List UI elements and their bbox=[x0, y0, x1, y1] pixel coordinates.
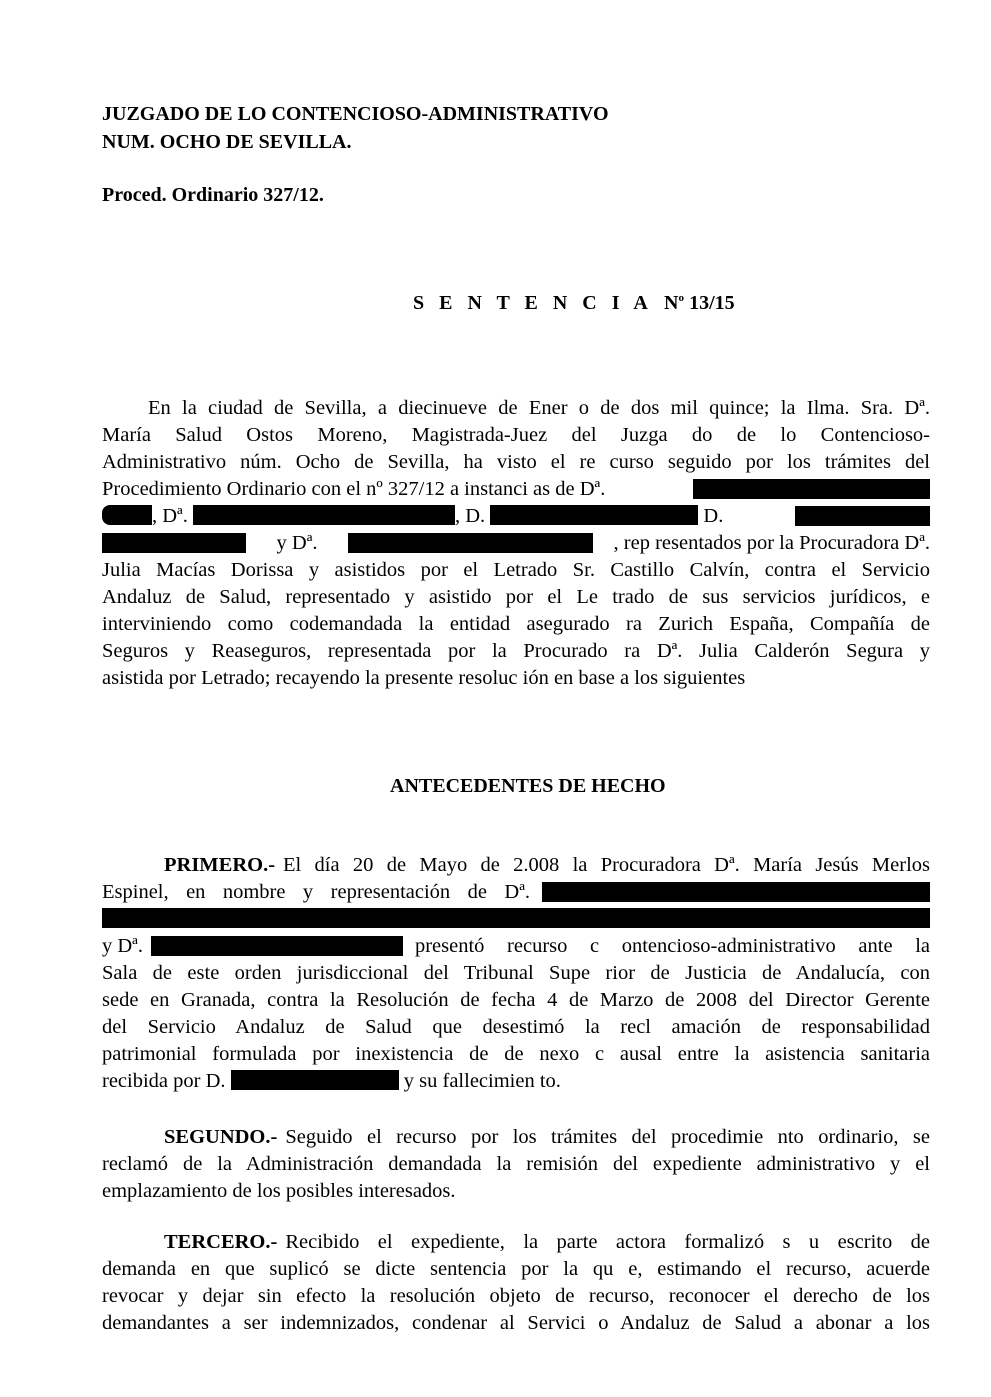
redaction-box bbox=[490, 505, 698, 525]
primero-line-2-text: Espinel, en nombre y representación de Dª. bbox=[102, 881, 530, 903]
intro-line-4-text: Procedimiento Ordinario con el nº 327/12 a instanci as de Dª. bbox=[102, 478, 606, 500]
redaction-box bbox=[542, 882, 930, 902]
segundo-line-2: reclamó de la Administración demandada la remisión del expediente administrativo y el bbox=[102, 1153, 930, 1175]
tercero-line-4: demandantes a ser indemnizados, condenar al Servici o Andaluz de Salud a abonar a los bbox=[102, 1312, 930, 1334]
intro-line-4 bbox=[102, 476, 930, 502]
court-name-line2: NUM. OCHO DE SEVILLA. bbox=[102, 131, 352, 153]
court-name-line1: JUZGADO DE LO CONTENCIOSO-ADMINISTRATIVO bbox=[102, 103, 609, 125]
primero-line-4-rest: presentó recurso c ontencioso-administrativo ante la bbox=[414, 935, 930, 957]
text-y-da: y Dª. bbox=[102, 935, 143, 957]
tercero-line-2: demanda en que suplicó se dicte sentencia por la qu e, estimando el recurso, acuerde bbox=[102, 1258, 930, 1280]
intro-line-6 bbox=[102, 530, 930, 556]
intro-line-5 bbox=[102, 503, 930, 529]
text-d2: D. bbox=[703, 505, 724, 527]
redaction-box bbox=[102, 533, 246, 553]
text-da: , Dª. bbox=[152, 505, 188, 527]
sentence-number-sup: o bbox=[678, 292, 684, 304]
procedure-number: Proced. Ordinario 327/12. bbox=[102, 184, 324, 206]
primero-line-3 bbox=[102, 906, 930, 932]
sentence-number-prefix: N bbox=[664, 292, 679, 314]
primero-label: PRIMERO.- bbox=[164, 854, 276, 876]
intro-line-9: interviniendo como codemandada la entidad asegurado ra Zurich España, Compañía de bbox=[102, 613, 930, 635]
intro-line-10: Seguros y Reaseguros, representada por la Procurado ra Dª. Julia Calderón Segura y bbox=[102, 640, 930, 662]
primero-line-9-a: recibida por D. bbox=[102, 1070, 226, 1092]
section-heading: ANTECEDENTES DE HECHO bbox=[390, 775, 666, 797]
intro-line-7: Julia Macías Dorissa y asistidos por el Letrado Sr. Castillo Calvín, contra el Servicio bbox=[102, 559, 930, 581]
segundo-line-3: emplazamiento de los posibles interesados. bbox=[102, 1180, 456, 1202]
primero-line-8: patrimonial formulada por inexistencia de de nexo c ausal entre la asistencia sanitaria bbox=[102, 1043, 930, 1065]
redaction-box bbox=[193, 505, 455, 525]
segundo-line-1-rest: Seguido el recurso por los trámites del procedimie nto ordinario, se bbox=[285, 1126, 930, 1148]
primero-line-1-rest: El día 20 de Mayo de 2.008 la Procuradora Dª. María Jesús Merlos bbox=[283, 854, 930, 876]
tercero-line-3: revocar y dejar sin efecto la resolución objeto de recurso, reconocer el derecho de los bbox=[102, 1285, 930, 1307]
primero-line-6: sede en Granada, contra la Resolución de fecha 4 de Marzo de 2008 del Director Gerente bbox=[102, 989, 930, 1011]
tercero-label: TERCERO.- bbox=[164, 1231, 278, 1253]
redaction-box bbox=[693, 479, 930, 499]
redaction-box bbox=[231, 1070, 399, 1090]
sentence-title-text: S E N T E N C I A bbox=[413, 292, 653, 314]
text-y-da: y Dª. bbox=[276, 532, 318, 554]
primero-line-9-b: y su fallecimien to. bbox=[403, 1070, 561, 1092]
primero-line-7: del Servicio Andaluz de Salud que desestimó la recl amación de responsabilidad bbox=[102, 1016, 930, 1038]
intro-line-6-rest: , rep resentados por la Procuradora Dª. bbox=[613, 532, 930, 554]
primero-line-1 bbox=[102, 852, 930, 878]
intro-line-8: Andaluz de Salud, representado y asistido por el Le trado de sus servicios jurídicos, e bbox=[102, 586, 930, 608]
sentence-number: 13/15 bbox=[689, 292, 735, 314]
text-d: , D. bbox=[454, 505, 486, 527]
intro-line-1: En la ciudad de Sevilla, a diecinueve de Ener o de dos mil quince; la Ilma. Sra. Dª. bbox=[148, 397, 930, 419]
primero-line-2 bbox=[102, 879, 930, 905]
redaction-box bbox=[102, 908, 930, 928]
redaction-box bbox=[348, 533, 593, 553]
sentence-title bbox=[413, 290, 735, 316]
primero-line-4 bbox=[102, 933, 930, 959]
intro-line-3: Administrativo núm. Ocho de Sevilla, ha visto el re curso seguido por los trámites del bbox=[102, 451, 930, 473]
primero-line-9 bbox=[102, 1068, 930, 1094]
segundo-label: SEGUNDO.- bbox=[164, 1126, 278, 1148]
redaction-box bbox=[102, 505, 152, 525]
segundo-line-1 bbox=[102, 1124, 930, 1150]
primero-line-5: Sala de este orden jurisdiccional del Tribunal Supe rior de Justicia de Andalucía, con bbox=[102, 962, 930, 984]
tercero-line-1 bbox=[102, 1229, 930, 1255]
tercero-line-1-rest: Recibido el expediente, la parte actora formalizó s u escrito de bbox=[285, 1231, 930, 1253]
intro-line-2: María Salud Ostos Moreno, Magistrada-Juez del Juzga do de lo Contencioso- bbox=[102, 424, 930, 446]
redaction-box bbox=[151, 936, 403, 956]
intro-line-11: asistida por Letrado; recayendo la presente resoluc ión en base a los siguientes bbox=[102, 667, 746, 689]
redaction-box bbox=[795, 506, 930, 526]
